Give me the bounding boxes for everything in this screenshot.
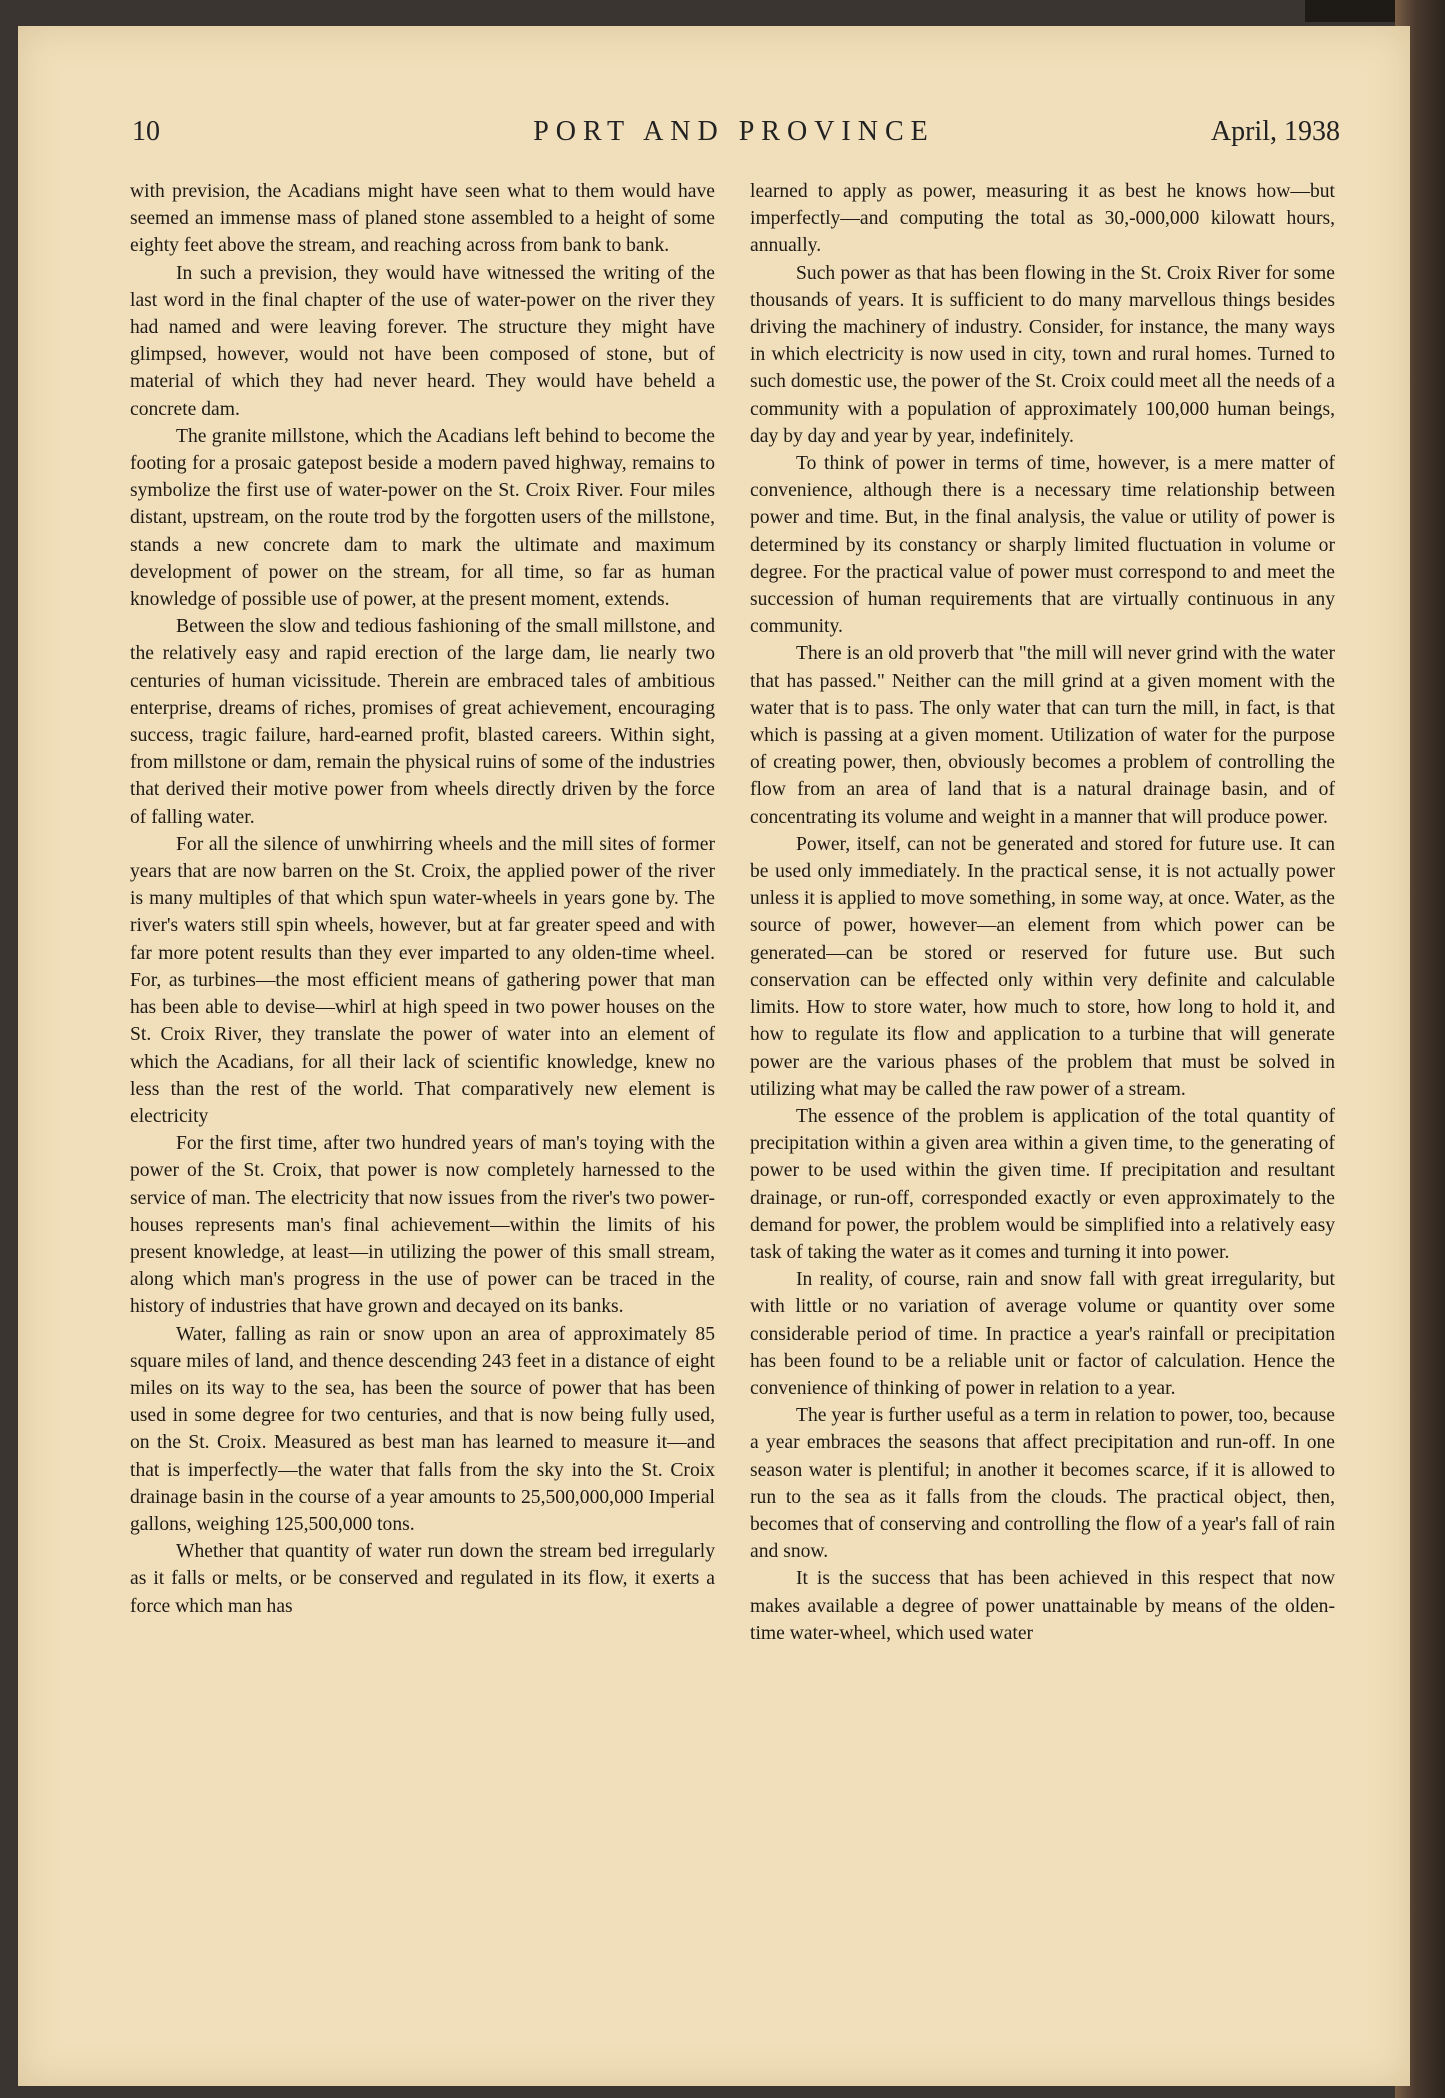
paragraph: For all the silence of unwhirring wheels and the mill sites of former years that are now barren on the St. Croix, the applied power of the river is many multiples of that which spun water-wheels in years gone by. The river's waters still spin wheels, however, but at far greater speed and with far more potent results than they ever imparted to any olden-time wheel. For, as turbines—the most efficient means of gathering power that man has been able to devise—whirl at high speed in two power houses on the St. Croix River, they translate the power of water into an element of which the Acadians, for all their lack of scientific knowledge, knew no less than the rest of the world. That comparatively new element is electricity (130, 833, 715, 1127)
paragraph: In reality, of course, rain and snow fall with great irregularity, but with little or no variation of average volume or quantity over some considerable period of time. In practice a year's rainfall or precipitation has been found to be a reliable unit or factor of calculation. Hence the convenience of thinking of power in relation to a year. (750, 1269, 1335, 1399)
paragraph: with prevision, the Acadians might have seen what to them would have seemed an immense mass of planed stone assembled to a height of some eighty feet above the stream, and reaching across from bank to bank. (130, 181, 715, 257)
right-column (750, 178, 1335, 1647)
issue-date: April, 1938 (1210, 116, 1340, 147)
paragraph: Whether that quantity of water run down the stream bed irregularly as it falls or melts, or be conserved and regulated in its flow, it exerts a force which man has (130, 1541, 715, 1617)
paragraph: To think of power in terms of time, however, is a mere matter of convenience, although there is a necessary time relationship between power and time. But, in the final analysis, the value or utility of power is determined by its constancy or sharply limited fluctuation in volume or degree. For the practical value of power must correspond to and meet the succession of human requirements that are virtually continuous in any community. (750, 453, 1335, 638)
page-header (128, 112, 1340, 152)
paragraph: Water, falling as rain or snow upon an area of approximately 85 square miles of land, and thence descending 243 feet in a distance of eight miles on its way to the sea, has been the source of power that has been used in some degree for two centuries, and that is now being fully used, on the St. Croix. Measured as best man has learned to measure it—and that is imperfectly—the water that falls from the sky into the St. Croix drainage basin in the course of a year amounts to 25,500,000,000 Imperial gallons, weighing 125,500,000 tons. (130, 1323, 715, 1535)
paragraph: Between the slow and tedious fashioning of the small millstone, and the relatively easy and rapid erection of the large dam, lie nearly two centuries of human vicissitude. Therein are embraced tales of ambitious enterprise, dreams of riches, promises of great achievement, encouraging success, tragic failure, hard-earned profit, blasted careers. Within sight, from millstone or dam, remain the physical ruins of some of the industries that derived their motive power from wheels directly driven by the force of falling water. (130, 616, 715, 828)
journal-title: PORT AND PROVINCE (533, 116, 935, 147)
paragraph: Power, itself, can not be generated and stored for future use. It can be used only immediately. In the practical sense, it is not actually power unless it is applied to move something, in some way, at once. Water, as the source of power, however—an element from which power can be generated—can be stored or reserved for future use. But such conservation can be effected only within very definite and calculable limits. How to store water, how much to store, how long to hold it, and how to regulate its flow and application to a turbine that will generate power are the various phases of the problem that must be solved in utilizing what may be called the raw power of a stream. (750, 833, 1335, 1100)
paragraph: The granite millstone, which the Acadians left behind to become the footing for a prosaic gatepost beside a modern paved highway, remains to symbolize the first use of water-power on the St. Croix River. Four miles distant, upstream, on the route trod by the forgotten users of the millstone, stands a new concrete dam to mark the ultimate and maximum development of power on the stream, for all time, so far as human knowledge of possible use of power, at the present moment, extends. (130, 425, 715, 611)
paragraph: The year is further useful as a term in relation to power, too, because a year embraces the seasons that affect precipitation and run-off. In one season water is plentiful; in another it becomes scarce, if it is allowed to run to the sea as it falls from the clouds. The practical object, then, becomes that of conserving and controlling the flow of a year's fall of rain and snow. (750, 1405, 1335, 1563)
paragraph: For the first time, after two hundred years of man's toying with the power of the St. Croix, that power is now completely harnessed to the service of man. The electricity that now issues from the river's two power-houses represents man's final achievement—within the limits of his present knowledge, at least—in utilizing the power of this small stream, along which man's progress in the use of power can be traced in the history of industries that have grown and decayed on its banks. (130, 1133, 715, 1318)
left-column (130, 178, 715, 1620)
paragraph: It is the success that has been achieved in this respect that now makes available a degree of power unattainable by means of the olden-time water-wheel, which used water (750, 1568, 1335, 1644)
paragraph: The essence of the problem is application of the total quantity of precipitation within a given area within a given time, to the generating of power to be used within the given time. If precipitation and resultant drainage, or run-off, corresponded exactly or even approximately to the demand for power, the problem would be simplified into a relatively easy task of taking the water as it comes and turning it into power. (750, 1105, 1335, 1263)
paragraph: Such power as that has been flowing in the St. Croix River for some thousands of years. It is sufficient to do many marvellous things besides driving the machinery of industry. Consider, for instance, the many ways in which electricity is now used in city, town and rural homes. Turned to such domestic use, the power of the St. Croix could meet all the needs of a community with a population of approximately 100,000 human beings, day by day and year by year, indefinitely. (750, 262, 1335, 447)
page-number: 10 (132, 116, 160, 147)
paragraph: In such a prevision, they would have witnessed the writing of the last word in the final chapter of the use of water-power on the river they had named and were leaving forever. The structure they might have glimpsed, however, would not have been composed of stone, but of material of which they had never heard. They would have beheld a concrete dam. (130, 262, 715, 420)
paragraph: learned to apply as power, measuring it as best he knows how—but imperfectly—and computing the total as 30,-000,000 kilowatt hours, annually. (750, 181, 1335, 257)
paragraph: There is an old proverb that "the mill will never grind with the water that has passed." Neither can the mill grind at a given moment with the water that is to pass. The only water that can turn the mill, in fact, is that which is passing at a given moment. Utilization of water for the purpose of creating power, then, obviously becomes a problem of controlling the flow from an area of land that is a natural drainage basin, and of concentrating its volume and weight in a manner that will produce power. (750, 643, 1335, 828)
